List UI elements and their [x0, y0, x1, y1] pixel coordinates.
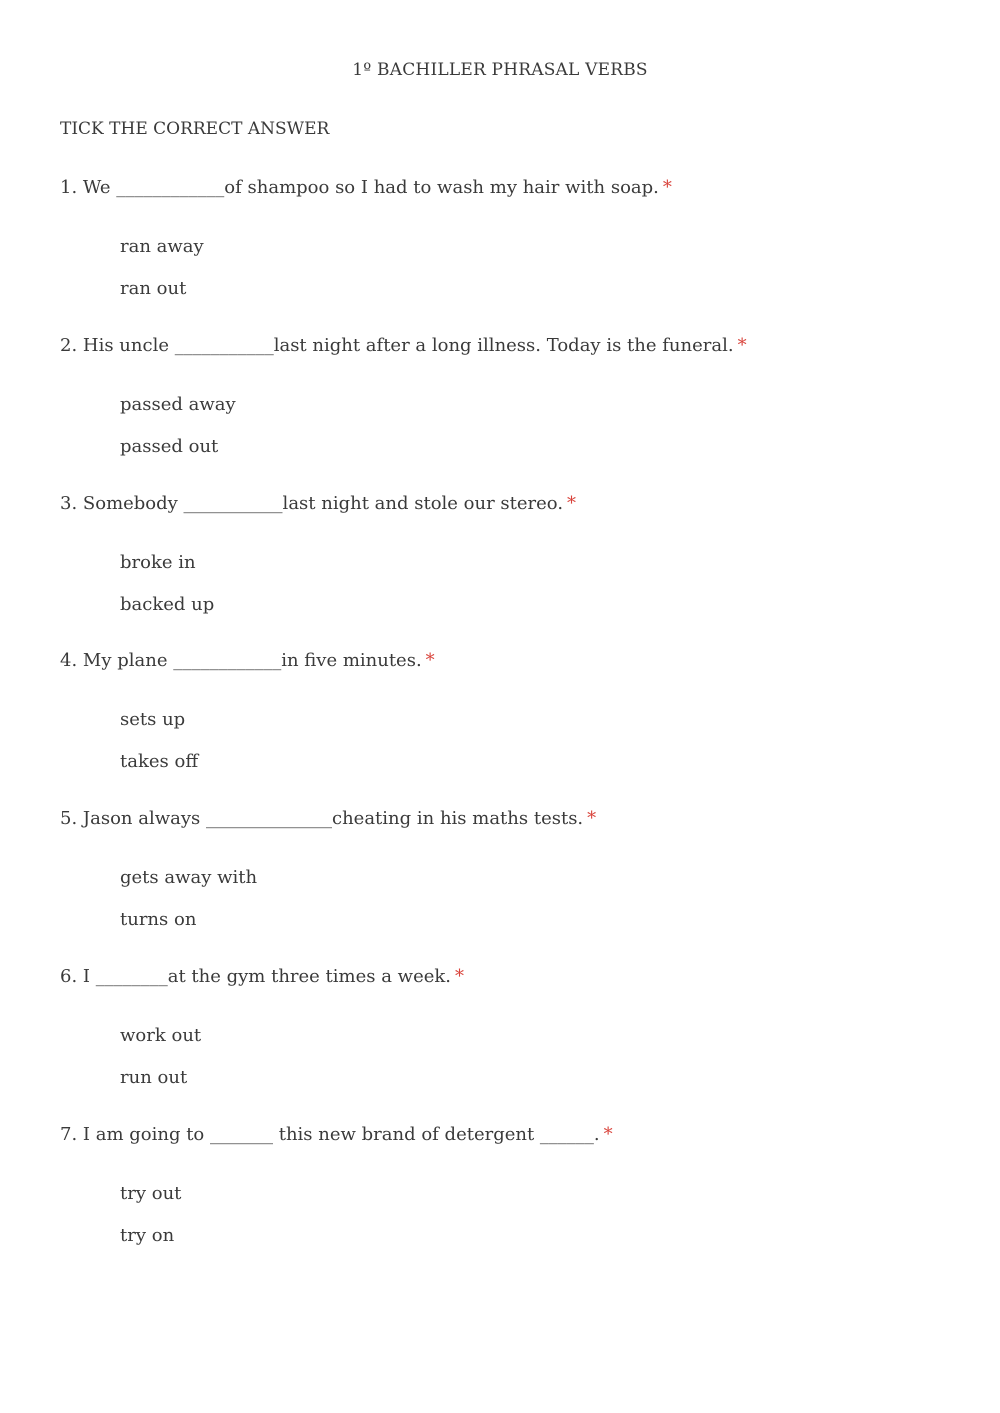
question-2-option-1[interactable]: passed away — [120, 394, 236, 415]
question-4 — [60, 649, 960, 772]
question-7-text: 7. I am going to _______ this new brand of detergent ______. — [60, 1124, 600, 1145]
question-6 — [60, 965, 960, 1088]
instruction-text: TICK THE CORRECT ANSWER — [60, 119, 330, 139]
question-1-option-1[interactable]: ran away — [120, 236, 204, 257]
question-4-option-1[interactable]: sets up — [120, 709, 186, 730]
required-asterisk: * — [662, 177, 672, 198]
required-asterisk: * — [567, 493, 577, 514]
question-6-option-1[interactable]: work out — [120, 1025, 202, 1046]
question-7-option-2[interactable]: try on — [120, 1225, 175, 1246]
question-4-text: 4. My plane ____________in five minutes. — [60, 650, 422, 671]
question-4-option-2[interactable]: takes off — [120, 751, 199, 772]
question-5-option-2[interactable]: turns on — [120, 909, 197, 930]
question-2 — [60, 334, 960, 457]
question-5-option-1[interactable]: gets away with — [120, 867, 258, 888]
question-1-option-2[interactable]: ran out — [120, 278, 187, 299]
question-6-option-2[interactable]: run out — [120, 1067, 188, 1088]
question-3-text: 3. Somebody ___________last night and stole our stereo. — [60, 493, 564, 514]
question-6-text: 6. I ________at the gym three times a week. — [60, 966, 452, 987]
question-2-text: 2. His uncle ___________last night after a long illness. Today is the funeral. — [60, 335, 734, 356]
question-1 — [60, 176, 960, 299]
question-3 — [60, 492, 960, 615]
required-asterisk: * — [603, 1124, 613, 1145]
question-1-text: 1. We ____________of shampoo so I had to wash my hair with soap. — [60, 177, 659, 198]
required-asterisk: * — [455, 966, 465, 987]
question-7-option-1[interactable]: try out — [120, 1183, 182, 1204]
question-5-text: 5. Jason always ______________cheating in his maths tests. — [60, 808, 584, 829]
question-5 — [60, 807, 960, 930]
question-3-option-1[interactable]: broke in — [120, 552, 196, 573]
question-7 — [60, 1123, 960, 1246]
question-3-option-2[interactable]: backed up — [120, 594, 215, 615]
worksheet-title: 1º BACHILLER PHRASAL VERBS — [352, 60, 648, 80]
required-asterisk: * — [425, 650, 435, 671]
required-asterisk: * — [587, 808, 597, 829]
required-asterisk: * — [737, 335, 747, 356]
question-2-option-2[interactable]: passed out — [120, 436, 219, 457]
